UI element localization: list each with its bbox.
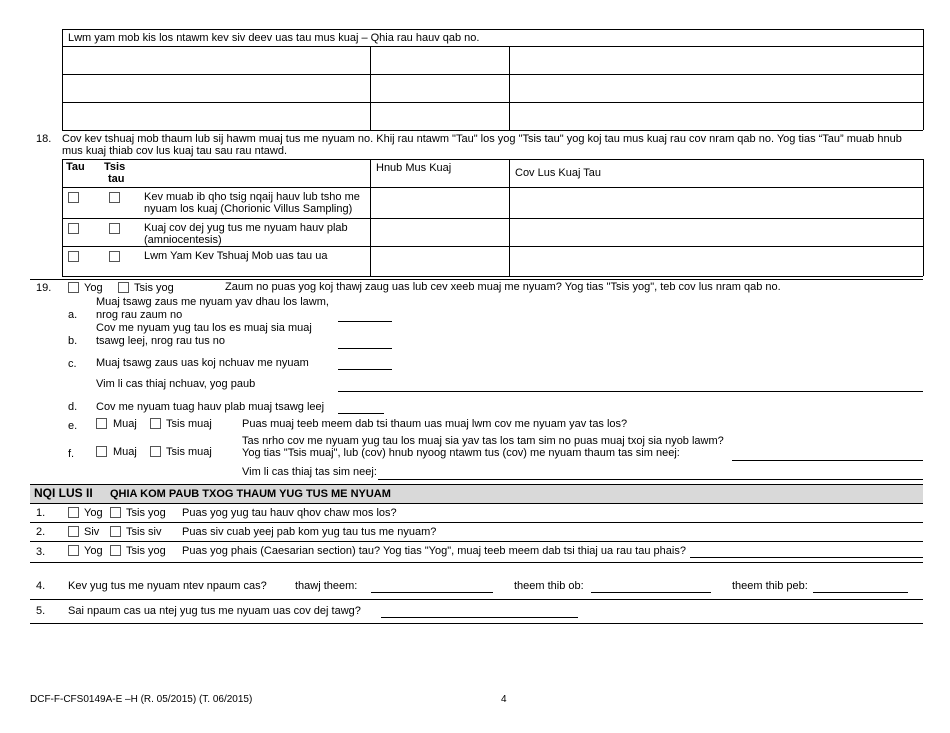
q19c-sub: Vim li cas thiaj nchuav, yog paub (96, 378, 256, 390)
q19b-letter: b. (68, 335, 78, 347)
q18-row3-tsis-tau-checkbox[interactable] (109, 251, 120, 262)
q19-yes-checkbox[interactable] (68, 282, 79, 293)
q17-header: Lwm yam mob kis los ntawm kev siv deev uas tau mus kuaj – Qhia rau hauv qab no. (68, 32, 480, 44)
q19f-tsis-muaj-label: Tsis muaj (166, 446, 212, 458)
item3-opt2-label: Tsis yog (126, 545, 166, 557)
item4-text: Kev yug tus me nyuam ntev npaum cas? (68, 580, 267, 592)
item4-stage1-line[interactable] (371, 592, 493, 593)
q19a-text-1: Muaj tsawg zaus me nyuam yav dhau los lawm, (96, 296, 329, 308)
q19c-answer-line[interactable] (338, 369, 392, 370)
page-number: 4 (501, 694, 507, 705)
section2-label: NQI LUS II (34, 486, 93, 500)
q19e-tsis-muaj-label: Tsis muaj (166, 418, 212, 430)
item4-stage2-label: theem thib ob: (514, 580, 584, 592)
q18-col-result: Cov Lus Kuaj Tau (515, 167, 602, 179)
item4-stage2-line[interactable] (591, 592, 711, 593)
q17-cell[interactable] (63, 47, 369, 73)
q18-col-tau: Tau (66, 161, 85, 173)
q18-row2-tau-checkbox[interactable] (68, 223, 79, 234)
q19f-letter: f. (68, 448, 75, 460)
item1-opt1-checkbox[interactable] (68, 507, 79, 518)
item-number: 2. (36, 526, 46, 538)
q19-no-label: Tsis yog (134, 282, 174, 294)
q17-cell[interactable] (371, 47, 508, 73)
item1-opt2-checkbox[interactable] (110, 507, 121, 518)
q19c-letter: c. (68, 358, 77, 370)
q18-col-date: Hnub Mus Kuaj (376, 162, 452, 174)
q19-question: Zaum no puas yog koj thawj zaug uas lub cev xeeb muaj me nyuam? Yog tias "Tsis yog", teb cov lus nram qab no. (225, 281, 781, 293)
item-number: 1. (36, 507, 46, 519)
item3-opt1-label: Yog (84, 545, 103, 557)
item1-opt1-label: Yog (84, 507, 103, 519)
item3-opt2-checkbox[interactable] (110, 545, 121, 556)
q19c-text: Muaj tsawg zaus uas koj nchuav me nyuam (96, 357, 309, 369)
item4-stage3-line[interactable] (813, 592, 908, 593)
item4-stage1-label: thawj theem: (295, 580, 358, 592)
q18-row1-label: Kev muab ib qho tsig nqaij hauv lub tsho me nyuam los kuaj (Chorionic Villus Sampling) (144, 191, 360, 215)
q19f-text-1: Tas nrho cov me nyuam yug tau los muaj sia yav tas los tam sim no puas muaj txoj sia nyob lawm? (242, 435, 724, 447)
form-id: DCF-F-CFS0149A-E –H (R. 05/2015) (T. 06/2015) (30, 694, 253, 705)
q19-yes-label: Yog (84, 282, 103, 294)
q19e-muaj-label: Muaj (113, 418, 137, 430)
section2-title: QHIA KOM PAUB TXOG THAUM YUG TUS ME NYUAM (110, 488, 391, 500)
item3-text: Puas yog phais (Caesarian section) tau? Yog tias "Yog", muaj teeb meem dab tsi thiaj ua rau tau phais? (182, 545, 686, 557)
q19e-text: Puas muaj teeb meem dab tsi thaum uas muaj lwm cov me nyuam yav tas los? (242, 418, 628, 430)
q19f-muaj-label: Muaj (113, 446, 137, 458)
q19f-muaj-checkbox[interactable] (96, 446, 107, 457)
q19e-letter: e. (68, 420, 78, 432)
q19f-reason-line[interactable] (378, 479, 923, 480)
item2-text: Puas siv cuab yeej pab kom yug tau tus me nyuam? (182, 526, 437, 538)
q19a-answer-line[interactable] (338, 321, 392, 322)
item2-opt2-checkbox[interactable] (110, 526, 121, 537)
q18-number: 18. (36, 133, 52, 145)
q18-col-tsis-tau-1: Tsis (104, 161, 126, 173)
item2-opt1-checkbox[interactable] (68, 526, 79, 537)
q18-row2-label: Kuaj cov dej yug tus me nyuam hauv plab (amniocentesis) (144, 222, 348, 246)
q17-cell[interactable] (510, 47, 922, 73)
item5-answer-line[interactable] (381, 617, 578, 618)
item1-text: Puas yog yug tau hauv qhov chaw mos los? (182, 507, 397, 519)
q19-no-checkbox[interactable] (118, 282, 129, 293)
q18-row2-tsis-tau-checkbox[interactable] (109, 223, 120, 234)
item4-stage3-label: theem thib peb: (732, 580, 808, 592)
item1-opt2-label: Tsis yog (126, 507, 166, 519)
q19e-tsis-muaj-checkbox[interactable] (150, 418, 161, 429)
q19b-text-2: tsawg leej, nrog rau tus no (96, 335, 226, 347)
item3-answer-line[interactable] (690, 557, 923, 558)
q19e-muaj-checkbox[interactable] (96, 418, 107, 429)
q19b-text-1: Cov me nyuam yug tau los es muaj sia muaj (96, 322, 312, 334)
q19f-ages-line[interactable] (732, 460, 923, 461)
item-number: 5. (36, 605, 46, 617)
q19a-letter: a. (68, 309, 78, 321)
q19d-answer-line[interactable] (338, 413, 384, 414)
q19a-text-2: nrog rau zaum no (96, 309, 183, 321)
q19d-letter: d. (68, 401, 78, 413)
q19f-sub: Vim li cas thiaj tas sim neej: (242, 466, 377, 478)
q18-row1-tsis-tau-checkbox[interactable] (109, 192, 120, 203)
q18-col-tsis-tau-2: tau (108, 173, 125, 185)
item-number: 3. (36, 546, 46, 558)
q19f-tsis-muaj-checkbox[interactable] (150, 446, 161, 457)
q18-row3-tau-checkbox[interactable] (68, 251, 79, 262)
q18-question: Cov kev tshuaj mob thaum lub sij hawm muaj tus me nyuam no. Khij rau ntawm "Tau" los yog "Tsis tau" yog koj tau mus kuaj rau cov nram qab no. Yog tias “Tau” muab hnub mus kuaj thiab cov lus kuaj tau sau rau ntawd. (62, 133, 902, 157)
q19c-reason-line[interactable] (338, 391, 923, 392)
q19b-answer-line[interactable] (338, 348, 392, 349)
section2-header (30, 485, 923, 503)
item-number: 4. (36, 580, 46, 592)
item5-text: Sai npaum cas ua ntej yug tus me nyuam uas cov dej tawg? (68, 605, 361, 617)
q18-row1-tau-checkbox[interactable] (68, 192, 79, 203)
q19d-text: Cov me nyuam tuag hauv plab muaj tsawg leej (96, 401, 325, 413)
item3-opt1-checkbox[interactable] (68, 545, 79, 556)
q19f-text-2: Yog tias "Tsis muaj", lub (cov) hnub nyoog ntawm tus (cov) me nyuam thaum tas sim neej: (242, 447, 680, 459)
item2-opt2-label: Tsis siv (126, 526, 162, 538)
q19-number: 19. (36, 282, 52, 294)
q18-row3-label: Lwm Yam Kev Tshuaj Mob uas tau ua (144, 250, 328, 262)
item2-opt1-label: Siv (84, 526, 100, 538)
